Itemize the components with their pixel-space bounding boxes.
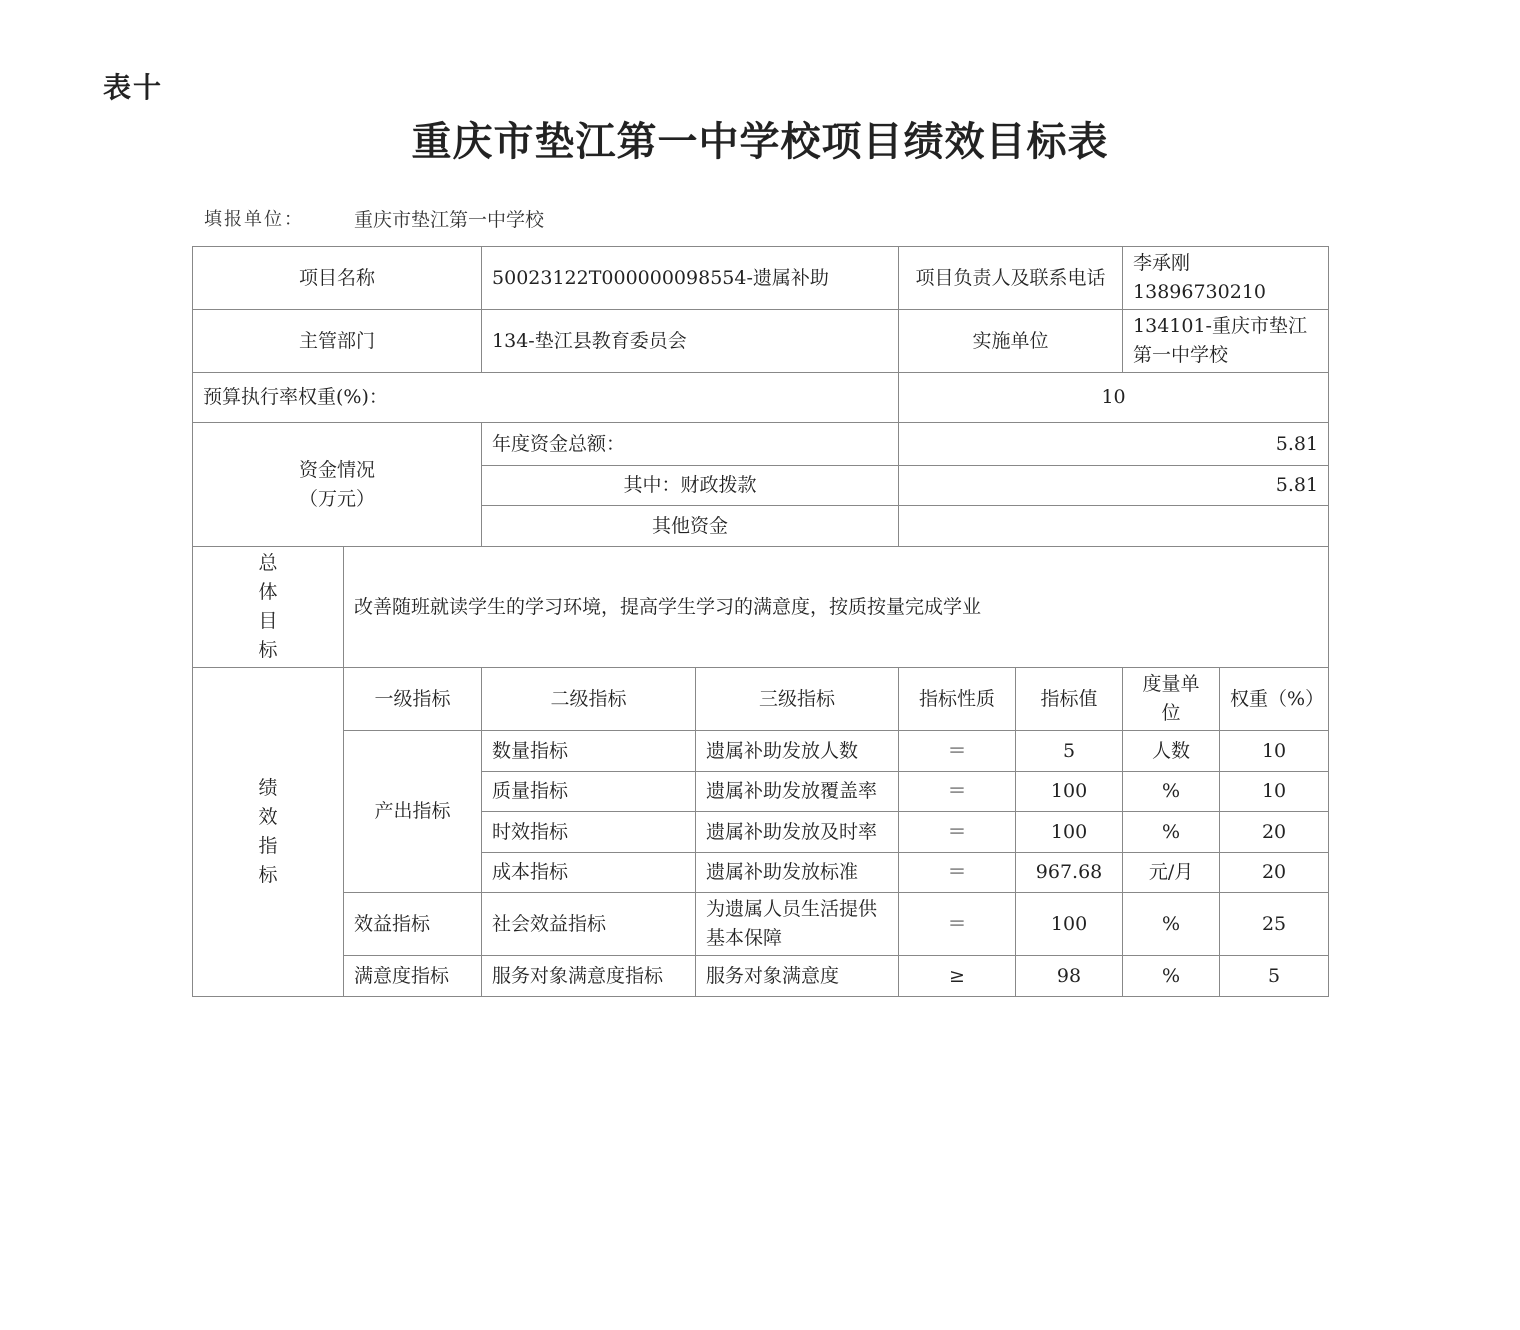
level3-cell: 遗属补助发放人数 xyxy=(696,731,899,772)
project-name-label: 项目名称 xyxy=(193,247,482,310)
unit-cell: 人数 xyxy=(1123,731,1220,772)
header-level2: 二级指标 xyxy=(482,668,696,731)
level2-cell: 社会效益指标 xyxy=(482,893,696,956)
weight-cell: 5 xyxy=(1220,956,1329,997)
department-row xyxy=(193,310,1329,373)
header-value: 指标值 xyxy=(1016,668,1123,731)
level2-cell: 服务对象满意度指标 xyxy=(482,956,696,997)
funds-fiscal-label: 其中：财政拨款 xyxy=(482,466,899,506)
nature-cell: ＝ xyxy=(899,853,1016,893)
level3-cell: 遗属补助发放覆盖率 xyxy=(696,772,899,812)
table-row xyxy=(193,731,1329,772)
table-row xyxy=(193,956,1329,997)
funds-label-line2: （万元） xyxy=(299,487,376,510)
nature-cell: ≥ xyxy=(899,956,1016,997)
project-name-row xyxy=(193,247,1329,310)
goal-label-char: 标 xyxy=(258,639,278,661)
nature-cell: ＝ xyxy=(899,812,1016,853)
value-cell: 967.68 xyxy=(1016,853,1123,893)
funds-fiscal-value: 5.81 xyxy=(899,466,1329,506)
funds-other-label: 其他资金 xyxy=(482,506,899,547)
filler-unit-label: 填报单位： xyxy=(204,209,304,230)
level3-cell: 遗属补助发放及时率 xyxy=(696,812,899,853)
level2-cell: 成本指标 xyxy=(482,853,696,893)
level2-cell: 时效指标 xyxy=(482,812,696,853)
funds-total-label: 年度资金总额： xyxy=(482,423,899,466)
table-row xyxy=(193,893,1329,956)
unit-cell: % xyxy=(1123,956,1220,997)
level3-cell: 服务对象满意度 xyxy=(696,956,899,997)
perf-label-char: 指 xyxy=(258,835,278,857)
value-cell: 100 xyxy=(1016,812,1123,853)
project-owner-label: 项目负责人及联系电话 xyxy=(899,247,1123,310)
unit-cell: % xyxy=(1123,812,1220,853)
funds-other-value xyxy=(899,506,1329,547)
filler-unit-value: 重庆市垫江第一中学校 xyxy=(354,209,545,231)
group-benefit: 效益指标 xyxy=(344,893,482,956)
header-unit-line2: 位 xyxy=(1161,702,1181,724)
funds-label-line1: 资金情况 xyxy=(299,458,376,481)
performance-target-table xyxy=(192,246,1329,997)
level3-cell: 遗属补助发放标准 xyxy=(696,853,899,893)
perf-label-char: 标 xyxy=(258,864,278,886)
implementing-unit-label: 实施单位 xyxy=(899,310,1123,373)
header-level1: 一级指标 xyxy=(344,668,482,731)
goal-label-char: 总 xyxy=(258,552,278,574)
budget-weight-label: 预算执行率权重(%)： xyxy=(193,373,899,423)
table-label: 表十 xyxy=(103,71,164,104)
overall-goal-row xyxy=(193,547,1329,668)
implementing-unit-value-line2: 第一中学校 xyxy=(1133,344,1229,366)
weight-cell: 25 xyxy=(1220,893,1329,956)
budget-weight-value: 10 xyxy=(899,373,1329,423)
implementing-unit-value xyxy=(1123,310,1329,373)
department-label: 主管部门 xyxy=(193,310,482,373)
indicator-header-row xyxy=(193,668,1329,731)
project-name-value: 50023122T000000098554-遗属补助 xyxy=(482,247,899,310)
nature-cell: ＝ xyxy=(899,772,1016,812)
level3-line2: 基本保障 xyxy=(706,927,783,949)
implementing-unit-value-line1: 134101-重庆市垫江 xyxy=(1133,315,1307,337)
value-cell: 98 xyxy=(1016,956,1123,997)
project-owner-value: 李承刚 13896730210 xyxy=(1123,247,1329,310)
page-title: 重庆市垫江第一中学校项目绩效目标表 xyxy=(411,118,1109,165)
filler-unit-row xyxy=(204,205,545,231)
funds-total-row xyxy=(193,423,1329,466)
weight-cell: 10 xyxy=(1220,772,1329,812)
value-cell: 5 xyxy=(1016,731,1123,772)
perf-label-char: 效 xyxy=(258,806,278,828)
header-weight: 权重（%） xyxy=(1220,668,1329,731)
nature-cell: ＝ xyxy=(899,893,1016,956)
header-unit xyxy=(1123,668,1220,731)
level2-cell: 数量指标 xyxy=(482,731,696,772)
level3-line1: 为遗属人员生活提供 xyxy=(706,898,878,920)
funds-total-value: 5.81 xyxy=(899,423,1329,466)
department-value: 134-垫江县教育委员会 xyxy=(482,310,899,373)
weight-cell: 10 xyxy=(1220,731,1329,772)
goal-label-char: 体 xyxy=(258,581,278,603)
goal-label-char: 目 xyxy=(258,610,278,632)
unit-cell: % xyxy=(1123,893,1220,956)
value-cell: 100 xyxy=(1016,893,1123,956)
header-nature: 指标性质 xyxy=(899,668,1016,731)
funds-label xyxy=(193,423,482,547)
perf-label-char: 绩 xyxy=(258,777,278,799)
group-satisfaction: 满意度指标 xyxy=(344,956,482,997)
budget-weight-row xyxy=(193,373,1329,423)
unit-cell: 元/月 xyxy=(1123,853,1220,893)
header-level3: 三级指标 xyxy=(696,668,899,731)
group-output: 产出指标 xyxy=(344,731,482,893)
unit-cell: % xyxy=(1123,772,1220,812)
value-cell: 100 xyxy=(1016,772,1123,812)
header-unit-line1: 度量单 xyxy=(1142,673,1200,695)
weight-cell: 20 xyxy=(1220,812,1329,853)
level2-cell: 质量指标 xyxy=(482,772,696,812)
weight-cell: 20 xyxy=(1220,853,1329,893)
nature-cell: ＝ xyxy=(899,731,1016,772)
performance-indicator-label xyxy=(193,668,344,997)
overall-goal-label xyxy=(193,547,344,668)
level3-cell xyxy=(696,893,899,956)
overall-goal-text: 改善随班就读学生的学习环境，提高学生学习的满意度，按质按量完成学业 xyxy=(344,547,1329,668)
